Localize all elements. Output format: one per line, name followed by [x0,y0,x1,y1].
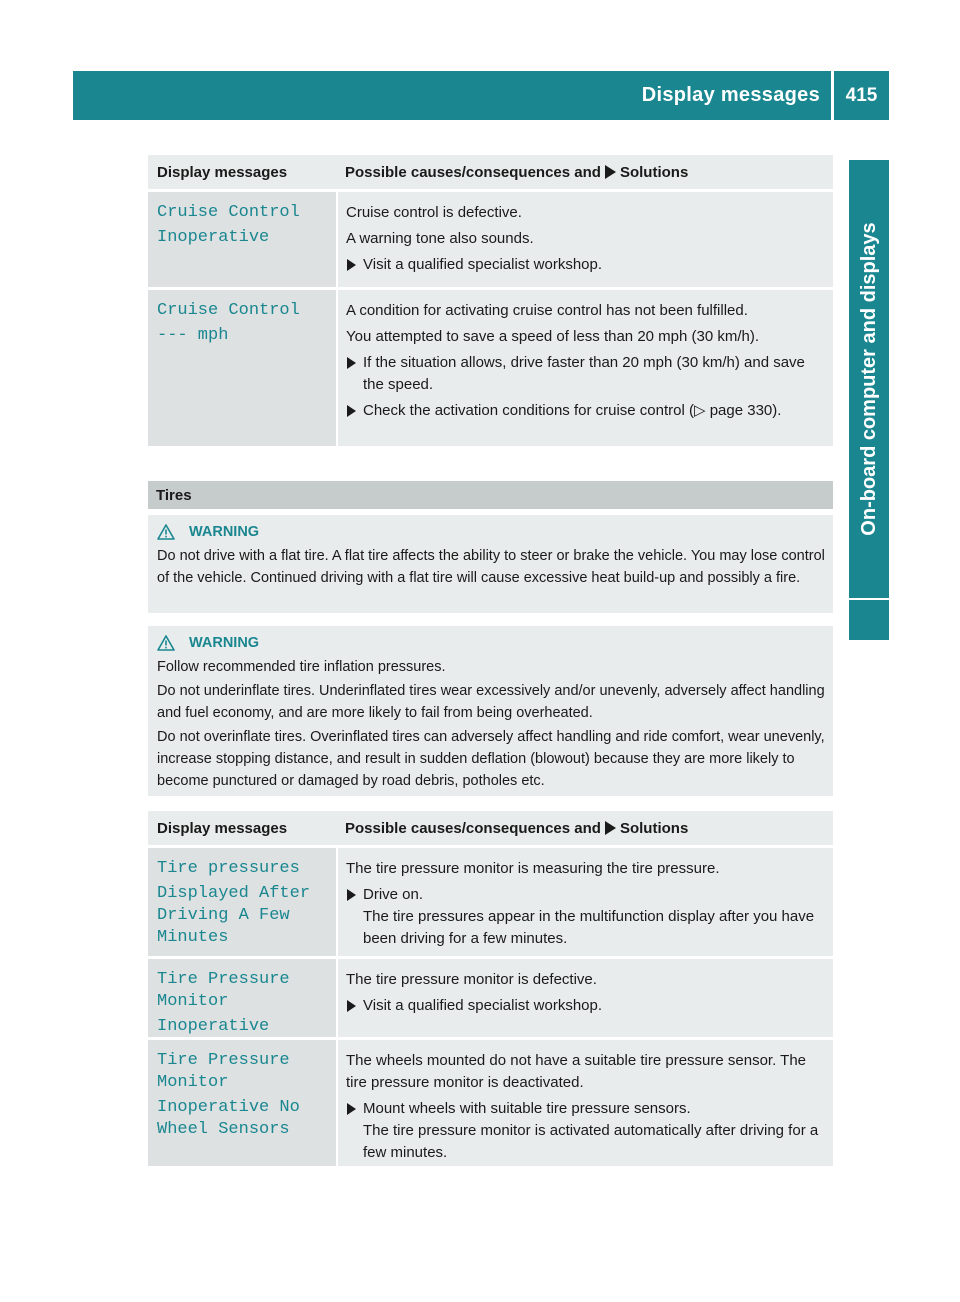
table-row [148,1040,833,1166]
solution-cell [336,848,833,956]
display-message-cell [148,1040,336,1166]
display-message-line: Cruise Control [157,301,300,320]
column-header-messages: Display messages [157,819,288,837]
solution-cell [336,959,833,1037]
solution-cell [336,1040,833,1166]
display-message-cell [148,848,336,956]
action-step: Check the activation conditions for cruise control (▷ page 330). [346,400,827,422]
action-step-title: Mount wheels with suitable tire pressure sensors. [363,1100,691,1117]
column-header-causes: Possible causes/consequences and [345,163,601,181]
cause-text: Cruise control is defective. [346,204,522,221]
action-step-detail: The tire pressures appear in the multifunction display after you have been driving for a few minutes. [363,908,815,947]
table-row [148,290,833,446]
section-title: Tires [148,481,833,509]
action-step-title: Drive on. [363,886,424,903]
cause-text: The tire pressure monitor is measuring the tire pressure. [346,860,720,877]
warning-header [157,632,825,654]
solution-arrow-icon [605,165,616,179]
display-message-line: Inoperative [157,228,270,247]
display-message-cell [148,192,336,287]
solution-arrow-icon [605,821,616,835]
display-message-line: Tire pressures [157,859,300,878]
table-header [148,811,833,848]
display-message-cell [148,959,336,1037]
warning-box [148,515,833,613]
table-header [148,155,833,192]
action-step: Visit a qualified specialist workshop. [346,254,827,276]
page-number: 415 [845,84,878,106]
cause-text: The tire pressure monitor is defective. [346,971,597,988]
action-step: Visit a qualified specialist workshop. [346,995,827,1017]
warning-box [148,626,833,796]
display-message-line: Inoperative No Wheel Sensors [157,1098,300,1139]
action-step-detail: The tire pressure monitor is activated automatically after driving for a few minutes. [363,1122,819,1161]
side-chapter-label: On-board computer and displays [857,222,880,536]
warning-triangle-icon [157,524,175,540]
warning-triangle-icon [157,635,175,651]
cause-text: You attempted to save a speed of less than 20 mph (30 km/h). [346,328,760,345]
column-header-messages: Display messages [157,163,288,181]
warning-header [157,521,825,543]
display-message-line: Tire Pressure Monitor [157,970,290,1011]
table-row [148,192,833,290]
cause-text: A condition for activating cruise control has not been fulfilled. [346,302,748,319]
column-header-solutions [336,155,833,189]
cause-text: A warning tone also sounds. [346,230,534,247]
table-row [148,959,833,1040]
action-step [346,884,827,950]
warning-text: Do not overinflate tires. Overinflated tires can adversely affect handling and ride comfort, wear unevenly, increase stopping distance, and result in sudden deflation (blowout) because they are more likely to become punctured or damaged by road debris, potholes etc. [157,729,825,789]
solution-cell [336,290,833,446]
display-messages-table-cruise [148,155,833,446]
display-message-line: Cruise Control [157,203,300,222]
display-message-line: Inoperative [157,1017,270,1036]
warning-text: Do not drive with a flat tire. A flat tire affects the ability to steer or brake the vehicle. You may lose control of the vehicle. Continued driving with a flat tire will cause excessive heat build-up and possibly a fire. [157,548,825,586]
table-row [148,848,833,959]
display-message-line: Tire Pressure Monitor [157,1051,290,1092]
display-message-cell [148,290,336,446]
side-tab-marker [849,600,889,640]
action-step [346,1098,827,1164]
column-header-causes: Possible causes/consequences and [345,819,601,837]
column-header-solutions [336,811,833,845]
warning-text: Follow recommended tire inflation pressures. [157,659,446,675]
display-message-line: --- mph [157,326,229,345]
column-header-solutions-label: Solutions [619,819,689,837]
warning-label: WARNING [189,635,260,651]
warning-text: Do not underinflate tires. Underinflated tires wear excessively and/or unevenly, adversely affect handling and fuel economy, and are more likely to fail from being overheated. [157,683,825,721]
display-messages-table-tires [148,811,833,1166]
column-header-solutions-label: Solutions [619,163,689,181]
header-title: Display messages [641,84,820,106]
warning-label: WARNING [189,524,260,540]
page-header [73,71,889,120]
action-step: If the situation allows, drive faster than 20 mph (30 km/h) and save the speed. [346,352,827,396]
cause-text: The wheels mounted do not have a suitable tire pressure sensor. The tire pressure monitor is deactivated. [346,1052,806,1091]
display-message-line: Displayed After Driving A Few Minutes [157,884,311,947]
solution-cell [336,192,833,287]
